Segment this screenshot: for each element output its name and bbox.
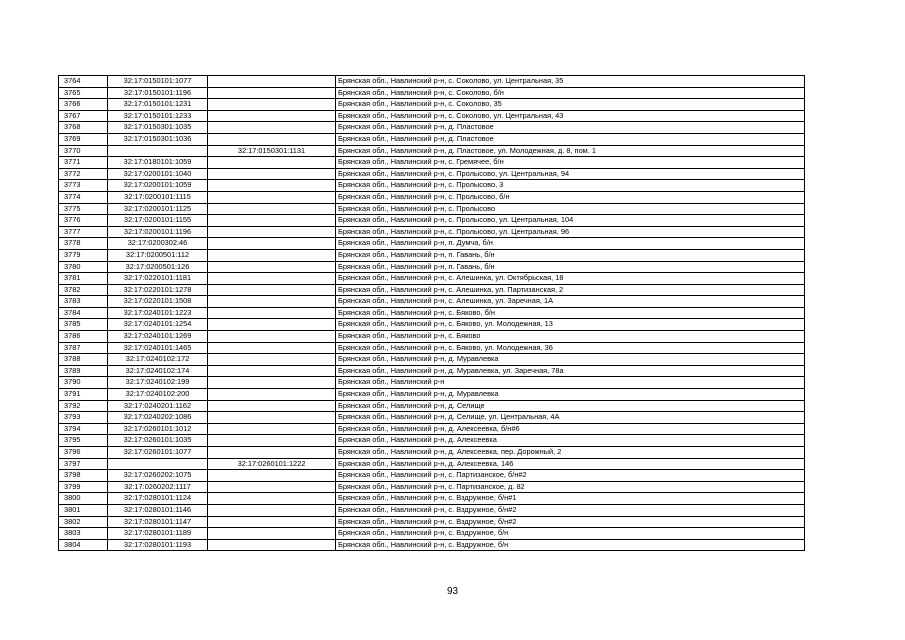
address-cell: Брянская обл., Навлинский р-н, с. Вздружное, б/н#2: [336, 516, 805, 528]
cadastral-number-alt-cell: [208, 273, 336, 285]
row-number-cell: 3765: [59, 87, 108, 99]
table-row: [59, 458, 805, 470]
table-row: [59, 493, 805, 505]
cadastral-number-alt-cell: [208, 168, 336, 180]
row-number-cell: 3774: [59, 191, 108, 203]
address-cell: Брянская обл., Навлинский р-н, с. Алешинка, ул. Октябрьская, 18: [336, 273, 805, 285]
cadastral-number-cell: 32:17:0150101:1196: [108, 87, 208, 99]
address-cell: Брянская обл., Навлинский р-н, с. Пролысово, ул. Центральная, 94: [336, 168, 805, 180]
address-cell: Брянская обл., Навлинский р-н, п. Гавань, б/н: [336, 249, 805, 261]
table-row: [59, 504, 805, 516]
cadastral-number-alt-cell: [208, 435, 336, 447]
table-row: [59, 539, 805, 551]
table-row: [59, 238, 805, 250]
row-number-cell: 3789: [59, 365, 108, 377]
table-row: [59, 481, 805, 493]
cadastral-number-alt-cell: [208, 249, 336, 261]
row-number-cell: 3768: [59, 122, 108, 134]
cadastral-number-alt-cell: [208, 389, 336, 401]
address-cell: Брянская обл., Навлинский р-н, д. Муравлевка: [336, 354, 805, 366]
page-number: 93: [446, 586, 459, 597]
row-number-cell: 3787: [59, 342, 108, 354]
address-cell: Брянская обл., Навлинский р-н, с. Бяково, б/н: [336, 307, 805, 319]
cadastral-number-cell: 32:17:0260101:1077: [108, 447, 208, 459]
table-row: [59, 365, 805, 377]
cadastral-number-alt-cell: [208, 412, 336, 424]
table-row: [59, 110, 805, 122]
cadastral-number-alt-cell: [208, 261, 336, 273]
cadastral-number-alt-cell: [208, 400, 336, 412]
row-number-cell: 3791: [59, 389, 108, 401]
row-number-cell: 3796: [59, 447, 108, 459]
cadastral-number-cell: 32:17:0240102:199: [108, 377, 208, 389]
address-cell: Брянская обл., Навлинский р-н, д. Пластовое: [336, 133, 805, 145]
cadastral-number-cell: 32:17:0150301:1035: [108, 122, 208, 134]
address-cell: Брянская обл., Навлинский р-н, д. Алексеевка, 146: [336, 458, 805, 470]
row-number-cell: 3781: [59, 273, 108, 285]
table-row: [59, 377, 805, 389]
cadastral-number-alt-cell: [208, 226, 336, 238]
table-row: [59, 319, 805, 331]
cadastral-number-cell: 32:17:0240101:1223: [108, 307, 208, 319]
registry-table-body: [59, 76, 805, 551]
cadastral-number-alt-cell: [208, 354, 336, 366]
address-cell: Брянская обл., Навлинский р-н, с. Алешинка, ул. Партизанская, 2: [336, 284, 805, 296]
cadastral-number-alt-cell: [208, 191, 336, 203]
cadastral-number-cell: 32:17:0200101:1040: [108, 168, 208, 180]
table-row: [59, 389, 805, 401]
cadastral-number-cell: 32:17:0240102:172: [108, 354, 208, 366]
table-row: [59, 87, 805, 99]
cadastral-number-alt-cell: [208, 203, 336, 215]
cadastral-number-alt-cell: [208, 319, 336, 331]
table-row: [59, 203, 805, 215]
row-number-cell: 3767: [59, 110, 108, 122]
cadastral-number-cell: 32:17:0260202:1075: [108, 470, 208, 482]
table-row: [59, 284, 805, 296]
address-cell: Брянская обл., Навлинский р-н: [336, 377, 805, 389]
row-number-cell: 3793: [59, 412, 108, 424]
cadastral-number-alt-cell: [208, 365, 336, 377]
table-row: [59, 273, 805, 285]
address-cell: Брянская обл., Навлинский р-н, д. Алексеевка, пер. Дорожный, 2: [336, 447, 805, 459]
cadastral-number-cell: 32:17:0240202:1086: [108, 412, 208, 424]
table-row: [59, 435, 805, 447]
cadastral-number-alt-cell: [208, 481, 336, 493]
cadastral-number-cell: 32:17:0240101:1269: [108, 331, 208, 343]
address-cell: Брянская обл., Навлинский р-н, д. Пластовое: [336, 122, 805, 134]
row-number-cell: 3771: [59, 157, 108, 169]
table-row: [59, 99, 805, 111]
row-number-cell: 3800: [59, 493, 108, 505]
table-row: [59, 400, 805, 412]
cadastral-number-cell: 32:17:0260202:1117: [108, 481, 208, 493]
row-number-cell: 3794: [59, 423, 108, 435]
cadastral-number-cell: 32:17:0280101:1147: [108, 516, 208, 528]
row-number-cell: 3802: [59, 516, 108, 528]
table-row: [59, 296, 805, 308]
address-cell: Брянская обл., Навлинский р-н, с. Гремячее, б/н: [336, 157, 805, 169]
cadastral-number-cell: 32:17:0150101:1077: [108, 76, 208, 88]
address-cell: Брянская обл., Навлинский р-н, с. Бяково, ул. Молодежная, 36: [336, 342, 805, 354]
cadastral-number-alt-cell: [208, 528, 336, 540]
cadastral-number-cell: [108, 145, 208, 157]
cadastral-number-alt-cell: 32:17:0260101:1222: [208, 458, 336, 470]
cadastral-number-alt-cell: [208, 215, 336, 227]
table-row: [59, 516, 805, 528]
cadastral-number-alt-cell: [208, 447, 336, 459]
cadastral-number-cell: 32:17:0200101:1125: [108, 203, 208, 215]
cadastral-number-cell: 32:17:0200101:1059: [108, 180, 208, 192]
cadastral-number-alt-cell: 32:17:0150301:1131: [208, 145, 336, 157]
row-number-cell: 3776: [59, 215, 108, 227]
row-number-cell: 3773: [59, 180, 108, 192]
address-cell: Брянская обл., Навлинский р-н, с. Пролысово, ул. Центральная, 96: [336, 226, 805, 238]
address-cell: Брянская обл., Навлинский р-н, д. Пластовое, ул. Молодежная, д. 8, пом. 1: [336, 145, 805, 157]
table-row: [59, 447, 805, 459]
address-cell: Брянская обл., Навлинский р-н, с. Вздружное, б/н#2: [336, 504, 805, 516]
cadastral-number-cell: 32:17:0200501:126: [108, 261, 208, 273]
address-cell: Брянская обл., Навлинский р-н, с. Пролысово, ул. Центральная, 104: [336, 215, 805, 227]
cadastral-number-cell: 32:17:0180101:1059: [108, 157, 208, 169]
cadastral-number-cell: 32:17:0260101:1012: [108, 423, 208, 435]
row-number-cell: 3772: [59, 168, 108, 180]
address-cell: Брянская обл., Навлинский р-н, п. Думча, б/н: [336, 238, 805, 250]
table-row: [59, 307, 805, 319]
table-row: [59, 354, 805, 366]
address-cell: Брянская обл., Навлинский р-н, д. Муравлевка: [336, 389, 805, 401]
address-cell: Брянская обл., Навлинский р-н, с. Бяково, ул. Молодежная, 13: [336, 319, 805, 331]
cadastral-number-alt-cell: [208, 99, 336, 111]
address-cell: Брянская обл., Навлинский р-н, с. Соколово, ул. Центральная, 35: [336, 76, 805, 88]
cadastral-number-cell: [108, 458, 208, 470]
row-number-cell: 3777: [59, 226, 108, 238]
address-cell: Брянская обл., Навлинский р-н, с. Вздружное, б/н: [336, 528, 805, 540]
row-number-cell: 3783: [59, 296, 108, 308]
cadastral-number-alt-cell: [208, 470, 336, 482]
table-row: [59, 122, 805, 134]
cadastral-number-alt-cell: [208, 504, 336, 516]
cadastral-number-alt-cell: [208, 296, 336, 308]
address-cell: Брянская обл., Навлинский р-н, п. Гавань, б/н: [336, 261, 805, 273]
address-cell: Брянская обл., Навлинский р-н, с. Пролысово, б/н: [336, 191, 805, 203]
cadastral-number-alt-cell: [208, 516, 336, 528]
table-row: [59, 423, 805, 435]
table-row: [59, 342, 805, 354]
address-cell: Брянская обл., Навлинский р-н, д. Селище, ул. Центральная, 4А: [336, 412, 805, 424]
cadastral-number-alt-cell: [208, 331, 336, 343]
cadastral-number-cell: 32:17:0280101:1146: [108, 504, 208, 516]
address-cell: Брянская обл., Навлинский р-н, с. Пролысово: [336, 203, 805, 215]
cadastral-number-alt-cell: [208, 87, 336, 99]
cadastral-number-alt-cell: [208, 377, 336, 389]
cadastral-number-cell: 32:17:0280101:1189: [108, 528, 208, 540]
cadastral-number-cell: 32:17:0220101:1181: [108, 273, 208, 285]
row-number-cell: 3799: [59, 481, 108, 493]
cadastral-number-cell: 32:17:0200101:1155: [108, 215, 208, 227]
address-cell: Брянская обл., Навлинский р-н, с. Партизанское, б/н#2: [336, 470, 805, 482]
cadastral-number-alt-cell: [208, 342, 336, 354]
cadastral-number-cell: 32:17:0240101:1465: [108, 342, 208, 354]
address-cell: Брянская обл., Навлинский р-н, д. Селище: [336, 400, 805, 412]
cadastral-number-cell: 32:17:0280101:1124: [108, 493, 208, 505]
row-number-cell: 3785: [59, 319, 108, 331]
address-cell: Брянская обл., Навлинский р-н, д. Алексеевка: [336, 435, 805, 447]
cadastral-number-alt-cell: [208, 423, 336, 435]
table-row: [59, 191, 805, 203]
cadastral-number-alt-cell: [208, 110, 336, 122]
registry-table: [58, 75, 805, 551]
cadastral-number-cell: 32:17:0150301:1036: [108, 133, 208, 145]
cadastral-number-cell: 32:17:0240101:1254: [108, 319, 208, 331]
table-row: [59, 133, 805, 145]
table-row: [59, 261, 805, 273]
cadastral-number-alt-cell: [208, 122, 336, 134]
row-number-cell: 3775: [59, 203, 108, 215]
cadastral-number-alt-cell: [208, 180, 336, 192]
cadastral-number-alt-cell: [208, 493, 336, 505]
address-cell: Брянская обл., Навлинский р-н, с. Пролысово, 3: [336, 180, 805, 192]
table-row: [59, 470, 805, 482]
cadastral-number-cell: 32:17:0200101:1196: [108, 226, 208, 238]
cadastral-number-alt-cell: [208, 238, 336, 250]
cadastral-number-alt-cell: [208, 133, 336, 145]
row-number-cell: 3790: [59, 377, 108, 389]
row-number-cell: 3788: [59, 354, 108, 366]
address-cell: Брянская обл., Навлинский р-н, с. Бяково: [336, 331, 805, 343]
row-number-cell: 3766: [59, 99, 108, 111]
address-cell: Брянская обл., Навлинский р-н, д. Алексеевка, б/н#6: [336, 423, 805, 435]
row-number-cell: 3803: [59, 528, 108, 540]
table-row: [59, 145, 805, 157]
row-number-cell: 3798: [59, 470, 108, 482]
address-cell: Брянская обл., Навлинский р-н, с. Соколово, ул. Центральная, 43: [336, 110, 805, 122]
address-cell: Брянская обл., Навлинский р-н, с. Соколово, 35: [336, 99, 805, 111]
table-row: [59, 249, 805, 261]
address-cell: Брянская обл., Навлинский р-н, с. Соколово, б/н: [336, 87, 805, 99]
cadastral-number-alt-cell: [208, 539, 336, 551]
cadastral-number-cell: 32:17:0200101:1115: [108, 191, 208, 203]
row-number-cell: 3778: [59, 238, 108, 250]
row-number-cell: 3792: [59, 400, 108, 412]
row-number-cell: 3801: [59, 504, 108, 516]
cadastral-number-cell: 32:17:0220101:1278: [108, 284, 208, 296]
cadastral-number-cell: 32:17:0240102:200: [108, 389, 208, 401]
table-row: [59, 157, 805, 169]
row-number-cell: 3786: [59, 331, 108, 343]
cadastral-number-cell: 32:17:0200501:112: [108, 249, 208, 261]
table-row: [59, 168, 805, 180]
cadastral-number-cell: 32:17:0150101:1233: [108, 110, 208, 122]
row-number-cell: 3795: [59, 435, 108, 447]
row-number-cell: 3769: [59, 133, 108, 145]
cadastral-number-cell: 32:17:0280101:1193: [108, 539, 208, 551]
table-row: [59, 412, 805, 424]
row-number-cell: 3782: [59, 284, 108, 296]
address-cell: Брянская обл., Навлинский р-н, с. Алешинка, ул. Заречная, 1А: [336, 296, 805, 308]
cadastral-number-cell: 32:17:0200302:46: [108, 238, 208, 250]
address-cell: Брянская обл., Навлинский р-н, д. Муравлевка, ул. Заречная, 78а: [336, 365, 805, 377]
cadastral-number-cell: 32:17:0220101:1508: [108, 296, 208, 308]
address-cell: Брянская обл., Навлинский р-н, с. Вздружное, б/н#1: [336, 493, 805, 505]
cadastral-number-cell: 32:17:0240102:174: [108, 365, 208, 377]
row-number-cell: 3770: [59, 145, 108, 157]
row-number-cell: 3804: [59, 539, 108, 551]
row-number-cell: 3779: [59, 249, 108, 261]
table-row: [59, 528, 805, 540]
row-number-cell: 3764: [59, 76, 108, 88]
address-cell: Брянская обл., Навлинский р-н, с. Вздружное, б/н: [336, 539, 805, 551]
row-number-cell: 3784: [59, 307, 108, 319]
cadastral-number-cell: 32:17:0240201:1162: [108, 400, 208, 412]
table-row: [59, 226, 805, 238]
cadastral-number-cell: 32:17:0260101:1035: [108, 435, 208, 447]
cadastral-number-alt-cell: [208, 307, 336, 319]
row-number-cell: 3797: [59, 458, 108, 470]
cadastral-number-alt-cell: [208, 76, 336, 88]
table-row: [59, 180, 805, 192]
cadastral-number-alt-cell: [208, 284, 336, 296]
table-row: [59, 76, 805, 88]
row-number-cell: 3780: [59, 261, 108, 273]
table-row: [59, 331, 805, 343]
cadastral-number-alt-cell: [208, 157, 336, 169]
address-cell: Брянская обл., Навлинский р-н, с. Партизанское, д. 82: [336, 481, 805, 493]
table-row: [59, 215, 805, 227]
cadastral-number-cell: 32:17:0150101:1231: [108, 99, 208, 111]
